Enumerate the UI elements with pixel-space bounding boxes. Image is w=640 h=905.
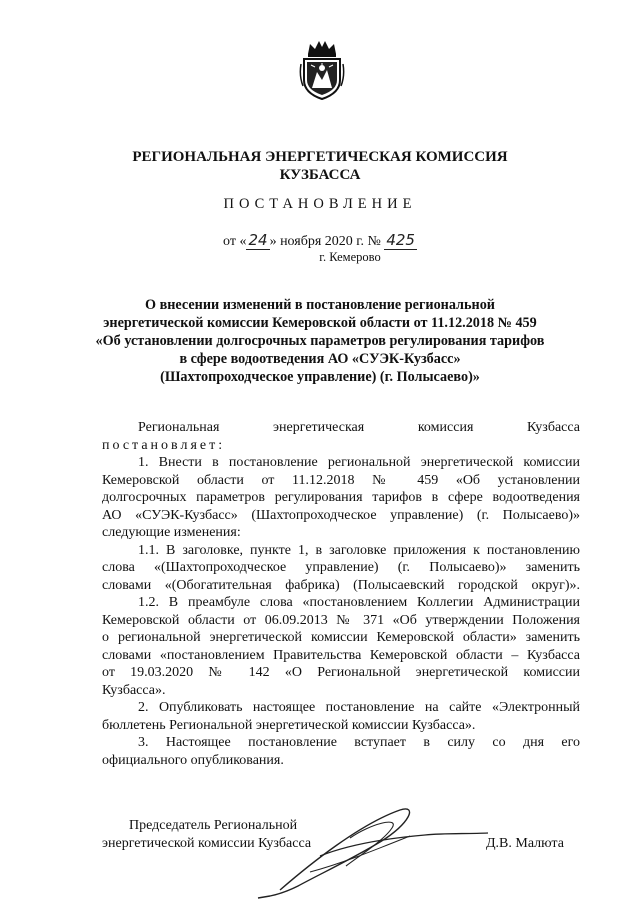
body-line: словами «постановлением Правительства Кемеровской области – Кузбасса	[102, 647, 580, 663]
city: г. Кемерово	[319, 250, 381, 264]
date-suffix: » ноября 2020 г. №	[269, 234, 381, 249]
body-line: от 19.03.2020 № 142 «О Региональной энергетической комиссии	[102, 665, 580, 680]
date-prefix: от «	[223, 234, 247, 249]
body-line: Кемеровской области от 06.09.2013 № 371 «Об утверждении Положения	[102, 612, 580, 628]
document-number-handwritten: 425	[386, 231, 415, 249]
title-line: энергетической комиссии Кемеровской области от 11.12.2018 № 459	[103, 315, 537, 331]
body-line: 2. Опубликовать настоящее постановление на сайте «Электронный	[138, 700, 580, 715]
title-line: в сфере водоотведения АО «СУЭК-Кузбасс»	[179, 351, 461, 367]
title-line: О внесении изменений в постановление региональной	[145, 297, 495, 313]
organization-name-line1: РЕГИОНАЛЬНАЯ ЭНЕРГЕТИЧЕСКАЯ КОМИССИЯ	[132, 149, 508, 165]
body-line: постановляет:	[102, 437, 226, 453]
body-line: о региональной энергетической комиссии Кемеровской области» заменить	[102, 630, 580, 645]
organization-name-line2: КУЗБАССА	[279, 167, 361, 183]
body-line: 3. Настоящее постановление вступает в силу со дня его	[138, 735, 580, 750]
body-line: бюллетень Региональной энергетической комиссии Кузбасса».	[102, 717, 476, 733]
body-line: долгосрочных параметров регулирования тарифов в сфере водоотведения	[102, 490, 580, 505]
body-line: АО «СУЭК-Кузбасс» (Шахтопроходческое управление) (г. Полысаево)»	[102, 507, 580, 523]
signatory-position-line2: энергетической комиссии Кузбасса	[102, 836, 312, 851]
body-line: 1.1. В заголовке, пункте 1, в заголовке приложения к постановлению	[138, 542, 580, 558]
body-line: Региональная энергетическая комиссия Кузбасса	[138, 420, 580, 435]
date-number-line	[0, 231, 640, 250]
body-line: официального опубликования.	[102, 752, 284, 768]
signatory-position-line1: Председатель Региональной	[129, 818, 298, 833]
title-line: «Об установлении долгосрочных параметров регулирования тарифов	[95, 333, 545, 349]
body-line: 1. Внести в постановление региональной энергетической комиссии	[138, 455, 580, 470]
signatory-name: Д.В. Малюта	[486, 836, 564, 851]
body-line: Кемеровской области от 11.12.2018 № 459 «Об установлении	[102, 472, 580, 488]
title-line: (Шахтопроходческое управление) (г. Полысаево)»	[160, 369, 480, 385]
body-line: слова «(Шахтопроходческое управление) (г. Полысаево)» заменить	[102, 560, 580, 575]
body-line: 1.2. В преамбуле слова «постановлением Коллегии Администрации	[138, 595, 580, 610]
coat-of-arms-icon	[299, 40, 345, 100]
body-line: Кузбасса».	[102, 682, 166, 698]
document-body	[102, 419, 580, 769]
signatory-position	[102, 817, 311, 853]
body-line: следующие изменения:	[102, 525, 241, 540]
document-title	[80, 296, 560, 386]
date-day-handwritten: 24	[248, 231, 268, 249]
body-line: словами «(Обогатительная фабрика) (Полысаевский городской округ)».	[102, 577, 580, 593]
document-type: ПОСТАНОВЛЕНИЕ	[223, 196, 417, 212]
